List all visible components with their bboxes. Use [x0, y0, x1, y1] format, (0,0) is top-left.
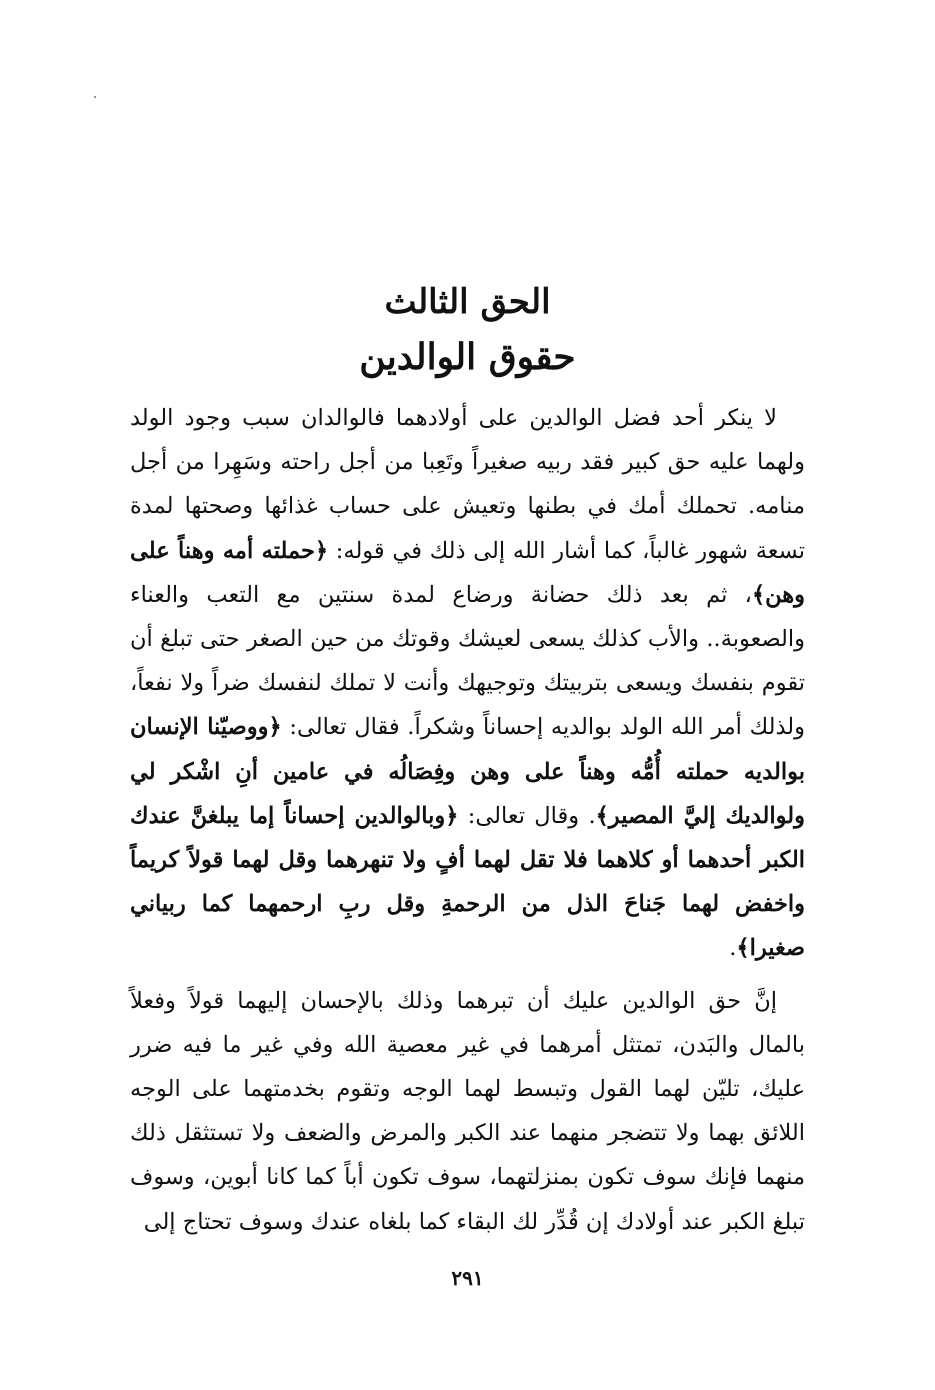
paragraph-1	[130, 396, 805, 971]
text-segment: .	[729, 935, 737, 962]
page-number: ٢٩١	[451, 1266, 484, 1290]
body-text	[130, 396, 805, 1244]
chapter-subtitle: حقوق الوالدين	[359, 336, 576, 378]
quran-quote: ﴿وبالوالدين إحساناً إما يبلغنَّ عندك الكبر أحدهما أو كلاهما فلا تقل لهما أفٍ ولا تنهرهما وقل لهما قولاً كريماً واخفض لهما جَناحَ الذل من الرحمةِ وقل ربِ ارحمهما كما ربياني صغيرا﴾	[130, 802, 805, 962]
quran-quote: ﴿حملته أمه وهناً على وهن﴾	[130, 537, 805, 608]
scan-speck	[94, 96, 96, 98]
quran-quote: ﴿ووصيّنا الإنسان بوالديه حملته أُمُّه وهناً على وهن وفِصَالُه في عامين أنِ اشْكر لي ولوالديك إليَّ المصير﴾	[130, 714, 806, 829]
text-segment: لا ينكر أحد فضل الوالدين على أولادهما فالوالدان سبب وجود الولد ولهما عليه حق كبير فقد ربيه صغيراً وتَعِبا من أجل راحته وسَهِرا من أجل منامه. تحملك أمك في بطنها وتعيش على حساب غذائها وصحتها لمدة تسعة شهور غالباً، كما أشار الله إلى ذلك في قوله:	[130, 405, 805, 564]
chapter-title: الحق الثالث	[384, 282, 551, 322]
paragraph-2: إنَّ حق الوالدين عليك أن تبرهما وذلك بالإحسان إليهما قولاً وفعلاً بالمال والبَدن، تمتثل أمرهما في غير معصية الله وفي غير ما فيه ضرر عليك، تليّن لهما القول وتبسط لهما الوجه وتقوم بخدمتهما على الوجه اللائق بهما ولا تتضجر منهما عند الكبر والمرض والضعف ولا تستثقل ذلك منهما فإنك سوف تكون بمنزلتهما، سوف تكون أباً كما كانا أبوين، وسوف تبلغ الكبر عند أولادك إن قُدِّر لك البقاء كما بلغاه عندك وسوف تحتاج إلى	[130, 987, 805, 1235]
text-segment: . وقال تعالى:	[458, 802, 596, 829]
text-segment: ، ثم بعد ذلك حضانة ورضاع لمدة سنتين مع التعب والعناء والصعوبة.. والأب كذلك يسعى لعيشك وقوتك من حين الصغر حتى تبلغ أن تقوم بنفسك ويسعى بتربيتك وتوجيهك وأنت لا تملك لنفسك ضراً ولا نفعاً، ولذلك أمر الله الولد بوالديه إحساناً وشكراً. فقال تعالى:	[130, 581, 805, 741]
